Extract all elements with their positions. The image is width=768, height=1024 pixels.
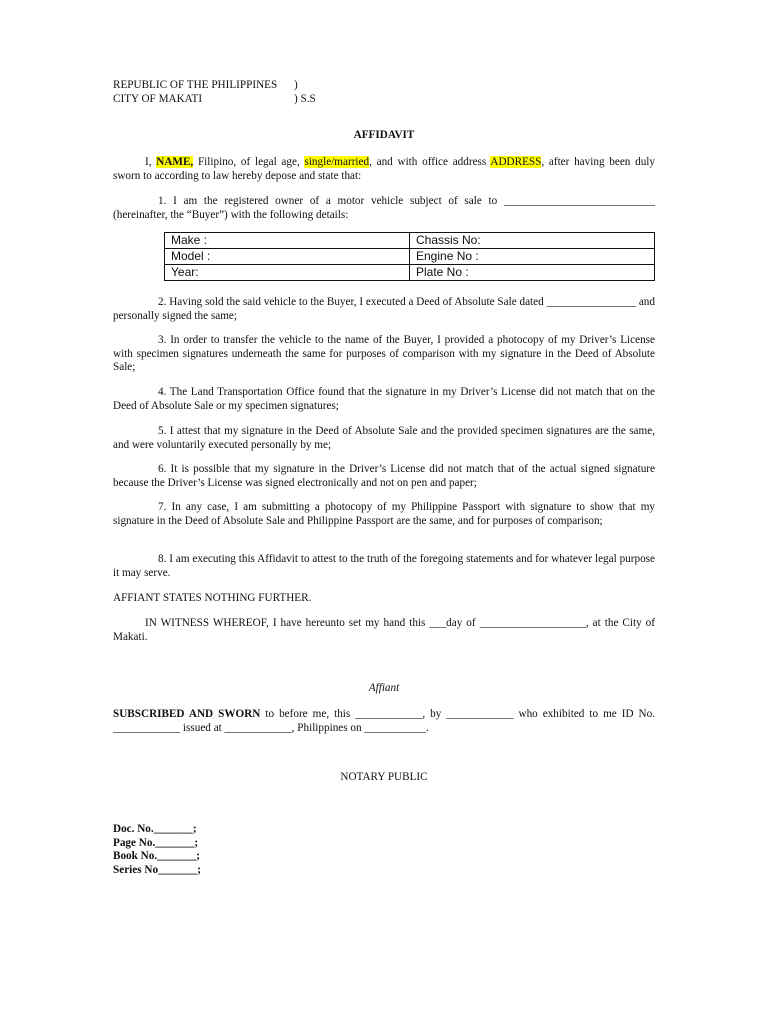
table-row xyxy=(165,265,655,281)
intro-part2: Filipino, of legal age, xyxy=(193,156,305,168)
engine-cell: Engine No : xyxy=(410,249,655,265)
subscribed-paragraph xyxy=(113,708,655,735)
intro-prefix: I, xyxy=(145,156,157,168)
page-no: Page No._______; xyxy=(113,836,199,849)
paragraph-6: 6. It is possible that my signature in the Driver’s License did not match that of the actual signed signature because the Driver’s License was signed electronically and not on pen and paper; xyxy=(113,463,655,489)
header-ss: ) S.S xyxy=(294,92,316,105)
intro-paragraph xyxy=(113,156,655,183)
series-no: Series No_______; xyxy=(113,863,201,876)
witness-paragraph: IN WITNESS WHEREOF, I have hereunto set my hand this ___day of ___________________, at the City of Makati. xyxy=(113,617,655,643)
document-header xyxy=(113,79,443,106)
chassis-cell: Chassis No: xyxy=(410,233,655,249)
intro-part3: , and with office address xyxy=(369,156,491,168)
document-title: AFFIDAVIT xyxy=(353,129,415,141)
affiant-label: Affiant xyxy=(368,682,400,694)
notary-entries xyxy=(113,823,201,877)
plate-cell: Plate No : xyxy=(410,265,655,281)
model-cell: Model : xyxy=(165,249,410,265)
paragraph-8: 8. I am executing this Affidavit to attest to the truth of the foregoing statements and for whatever legal purpose it may serve. xyxy=(113,553,655,579)
civil-status-placeholder: single/married xyxy=(304,156,370,168)
affiant-states: AFFIANT STATES NOTHING FURTHER. xyxy=(113,592,312,604)
table-row xyxy=(165,249,655,265)
subscribed-bold: SUBSCRIBED AND SWORN xyxy=(113,708,261,720)
table-row xyxy=(165,233,655,249)
paragraph-2: 2. Having sold the said vehicle to the Buyer, I executed a Deed of Absolute Sale dated ________________ and personally signed the same; xyxy=(113,296,655,322)
name-placeholder: NAME, xyxy=(156,156,194,168)
paragraph-4: 4. The Land Transportation Office found that the signature in my Driver’s License did not match that on the Deed of Absolute Sale or my specimen signatures; xyxy=(113,386,655,412)
header-bracket: ) xyxy=(294,79,298,91)
notary-public-label: NOTARY PUBLIC xyxy=(340,771,428,783)
book-no: Book No._______; xyxy=(113,850,201,863)
paragraph-3: 3. In order to transfer the vehicle to the name of the Buyer, I provided a photocopy of my Driver’s License with specimen signatures underneath the same for purposes of comparison with my signature in the Deed of Absolute Sale; xyxy=(113,334,655,374)
make-cell: Make : xyxy=(165,233,410,249)
vehicle-details-table xyxy=(164,232,655,281)
doc-no: Doc. No._______; xyxy=(113,823,197,835)
paragraph-1: 1. I am the registered owner of a motor vehicle subject of sale to ___________________________ (hereinafter, the “Buyer”) with the following details: xyxy=(113,195,655,221)
paragraph-5: 5. I attest that my signature in the Deed of Absolute Sale and the provided specimen signatures are the same, and were voluntarily executed personally by me; xyxy=(113,425,655,451)
paragraph-7: 7. In any case, I am submitting a photocopy of my Philippine Passport with signature to show that my signature in the Deed of Absolute Sale and Philippine Passport are the same, and for purposes of comparison; xyxy=(113,501,655,527)
year-cell: Year: xyxy=(165,265,410,281)
address-placeholder: ADDRESS xyxy=(490,156,542,168)
header-city: CITY OF MAKATI xyxy=(113,92,203,105)
header-republic: REPUBLIC OF THE PHILIPPINES xyxy=(113,79,278,91)
intro-part4: , after having been duly sworn to according to law hereby depose and state that: xyxy=(113,156,655,182)
subscribed-rest: to before me, this ____________, by ____________ who exhibited to me ID No. ____________ issued at ____________, Philippines on ___________. xyxy=(113,708,655,734)
